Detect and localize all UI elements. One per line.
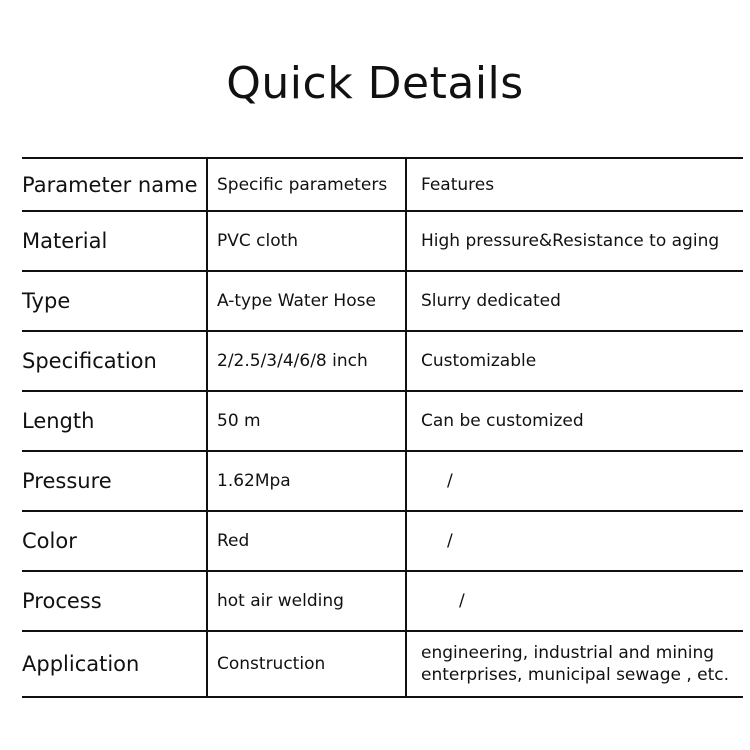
row-value: hot air welding xyxy=(208,572,407,630)
row-label: Specification xyxy=(22,332,208,390)
row-value: A-type Water Hose xyxy=(208,272,407,330)
table-row xyxy=(22,572,743,632)
table-row xyxy=(22,632,743,698)
row-label: Material xyxy=(22,212,208,270)
table-row xyxy=(22,512,743,572)
quick-details-table xyxy=(22,157,743,698)
row-label: Process xyxy=(22,572,208,630)
table-row xyxy=(22,452,743,512)
header-features: Features xyxy=(421,174,495,195)
row-feature: / xyxy=(447,531,453,551)
row-feature: engineering, industrial and mining enterprises, municipal sewage , etc. xyxy=(421,643,730,685)
row-value: 1.62Mpa xyxy=(208,452,407,510)
table-row xyxy=(22,272,743,332)
table-row xyxy=(22,332,743,392)
row-feature: Customizable xyxy=(421,351,537,371)
row-label: Pressure xyxy=(22,452,208,510)
row-feature: High pressure&Resistance to aging xyxy=(421,231,720,251)
row-feature: / xyxy=(459,591,465,611)
row-value: 2/2.5/3/4/6/8 inch xyxy=(208,332,407,390)
table-row xyxy=(22,212,743,272)
table-header-row xyxy=(22,159,743,212)
row-feature: Can be customized xyxy=(421,411,584,431)
row-value: Construction xyxy=(208,632,407,696)
row-feature: / xyxy=(447,471,453,491)
row-label: Type xyxy=(22,272,208,330)
header-parameter-name: Parameter name xyxy=(22,159,208,210)
row-value: PVC cloth xyxy=(208,212,407,270)
table-row xyxy=(22,392,743,452)
row-label: Length xyxy=(22,392,208,450)
row-value: Red xyxy=(208,512,407,570)
row-feature: Slurry dedicated xyxy=(421,291,561,311)
page-title: Quick Details xyxy=(226,58,524,109)
row-label: Application xyxy=(22,632,208,696)
row-label: Color xyxy=(22,512,208,570)
header-specific-parameters: Specific parameters xyxy=(208,159,407,210)
row-value: 50 m xyxy=(208,392,407,450)
